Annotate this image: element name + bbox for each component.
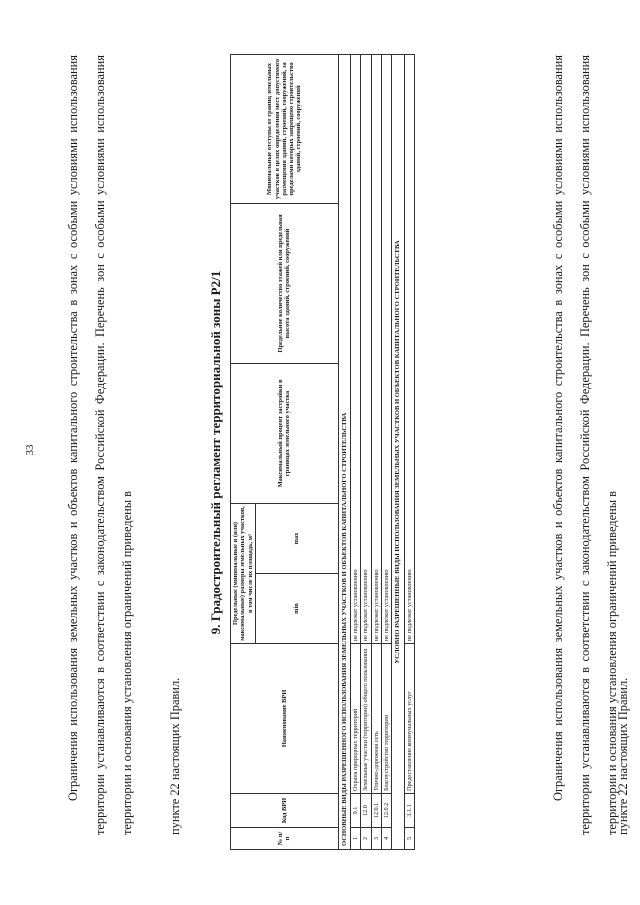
header-max: max xyxy=(255,503,338,573)
page-number: 33 xyxy=(24,444,36,456)
header-size: Предельные (минимальные и (или) максимальные) размеры земельных участков, в том числе их площадь, м² xyxy=(231,503,256,643)
cell-name: Охрана природных территорий xyxy=(351,644,361,794)
cell-code: 12.0.1 xyxy=(371,794,381,828)
section-row-conditional xyxy=(392,54,404,849)
zone-regulation-table xyxy=(230,54,415,850)
cell-num: 4 xyxy=(382,828,392,850)
cell-num: 5 xyxy=(404,828,414,850)
cell-value: не подлежат установлению xyxy=(361,54,371,643)
cell-value: не подлежат установлению xyxy=(382,54,392,643)
cell-value: не подлежат установлению xyxy=(404,54,414,643)
cell-num: 1 xyxy=(351,828,361,850)
restrictions-paragraph-top-continuation: пункте 22 настоящих Правил. xyxy=(168,677,182,835)
header-code: Код ВРИ xyxy=(231,794,339,828)
cell-code: 12.0.2 xyxy=(382,794,392,828)
header-floors: Предельное количество этажей или предельная высота зданий, строений, сооружений xyxy=(231,203,339,363)
restrictions-paragraph-bottom: Ограничения использования земельных участков и объектов капитального строительства в зонах с особыми условиями использования территории устанавливаются в соответствии с законодательством Российской Федерации. Перечень зон с особыми условиями использования территории и основания установления ограничений приведены в xyxy=(551,55,619,835)
header-percent: Максимальный процент застройки в границах земельного участка xyxy=(231,363,339,503)
header-setbacks: Минимальные отступы от границ земельных участков в целях определения мест допустимого размещения зданий, строений, сооружений, за пределами которых запрещено строительство зданий, строений, сооружений xyxy=(231,54,339,203)
cell-code: 12.0 xyxy=(361,794,371,828)
table-header-row xyxy=(231,54,256,849)
header-name: Наименование ВРИ xyxy=(231,644,339,794)
cell-value: не подлежат установлению xyxy=(351,54,361,643)
cell-name: Земельные участки (территории) общего пользования xyxy=(361,644,371,794)
cell-code: 9.1 xyxy=(351,794,361,828)
section-main-label: ОСНОВНЫЕ ВИДЫ РАЗРЕШЕННОГО ИСПОЛЬЗОВАНИЯ ЗЕМЕЛЬНЫХ УЧАСТКОВ И ОБЪЕКТОВ КАПИТАЛЬНОГО СТРОИТЕЛЬСТВА xyxy=(338,54,350,849)
table-row xyxy=(351,54,361,849)
table-row xyxy=(382,54,392,849)
header-min: min xyxy=(255,574,338,644)
header-num: № п/п xyxy=(231,828,339,850)
restrictions-paragraph-bottom-continuation: пункте 22 настоящих Правил. xyxy=(616,677,630,835)
section-conditional-label: УСЛОВНО РАЗРЕШЕННЫЕ ВИДЫ ИСПОЛЬЗОВАНИЯ ЗЕМЕЛЬНЫХ УЧАСТКОВ И ОБЪЕКТОВ КАПИТАЛЬНОГО СТРОИТЕЛЬСТВА xyxy=(392,54,404,849)
cell-name: Благоустройство территории xyxy=(382,644,392,794)
table-row xyxy=(361,54,371,849)
cell-num: 2 xyxy=(361,828,371,850)
cell-num: 3 xyxy=(371,828,381,850)
section-row-main xyxy=(338,54,350,849)
cell-value: не подлежат установлению xyxy=(371,54,381,643)
cell-code: 3.1.1 xyxy=(404,794,414,828)
table-row xyxy=(371,54,381,849)
restrictions-paragraph-top: Ограничения использования земельных участков и объектов капитального строительства в зонах с особыми условиями использования территории устанавливаются в соответствии с законодательством Российской Федерации. Перечень зон с особыми условиями использования территории и основания установления ограничений приведены в xyxy=(66,55,134,835)
cell-name: Улично-дорожная сеть xyxy=(371,644,381,794)
section-heading: 9. Градостроительный регламент территориальной зоны Р2/1 xyxy=(208,270,223,635)
table-row xyxy=(404,54,414,849)
cell-name: Предоставление коммунальных услуг xyxy=(404,644,414,794)
